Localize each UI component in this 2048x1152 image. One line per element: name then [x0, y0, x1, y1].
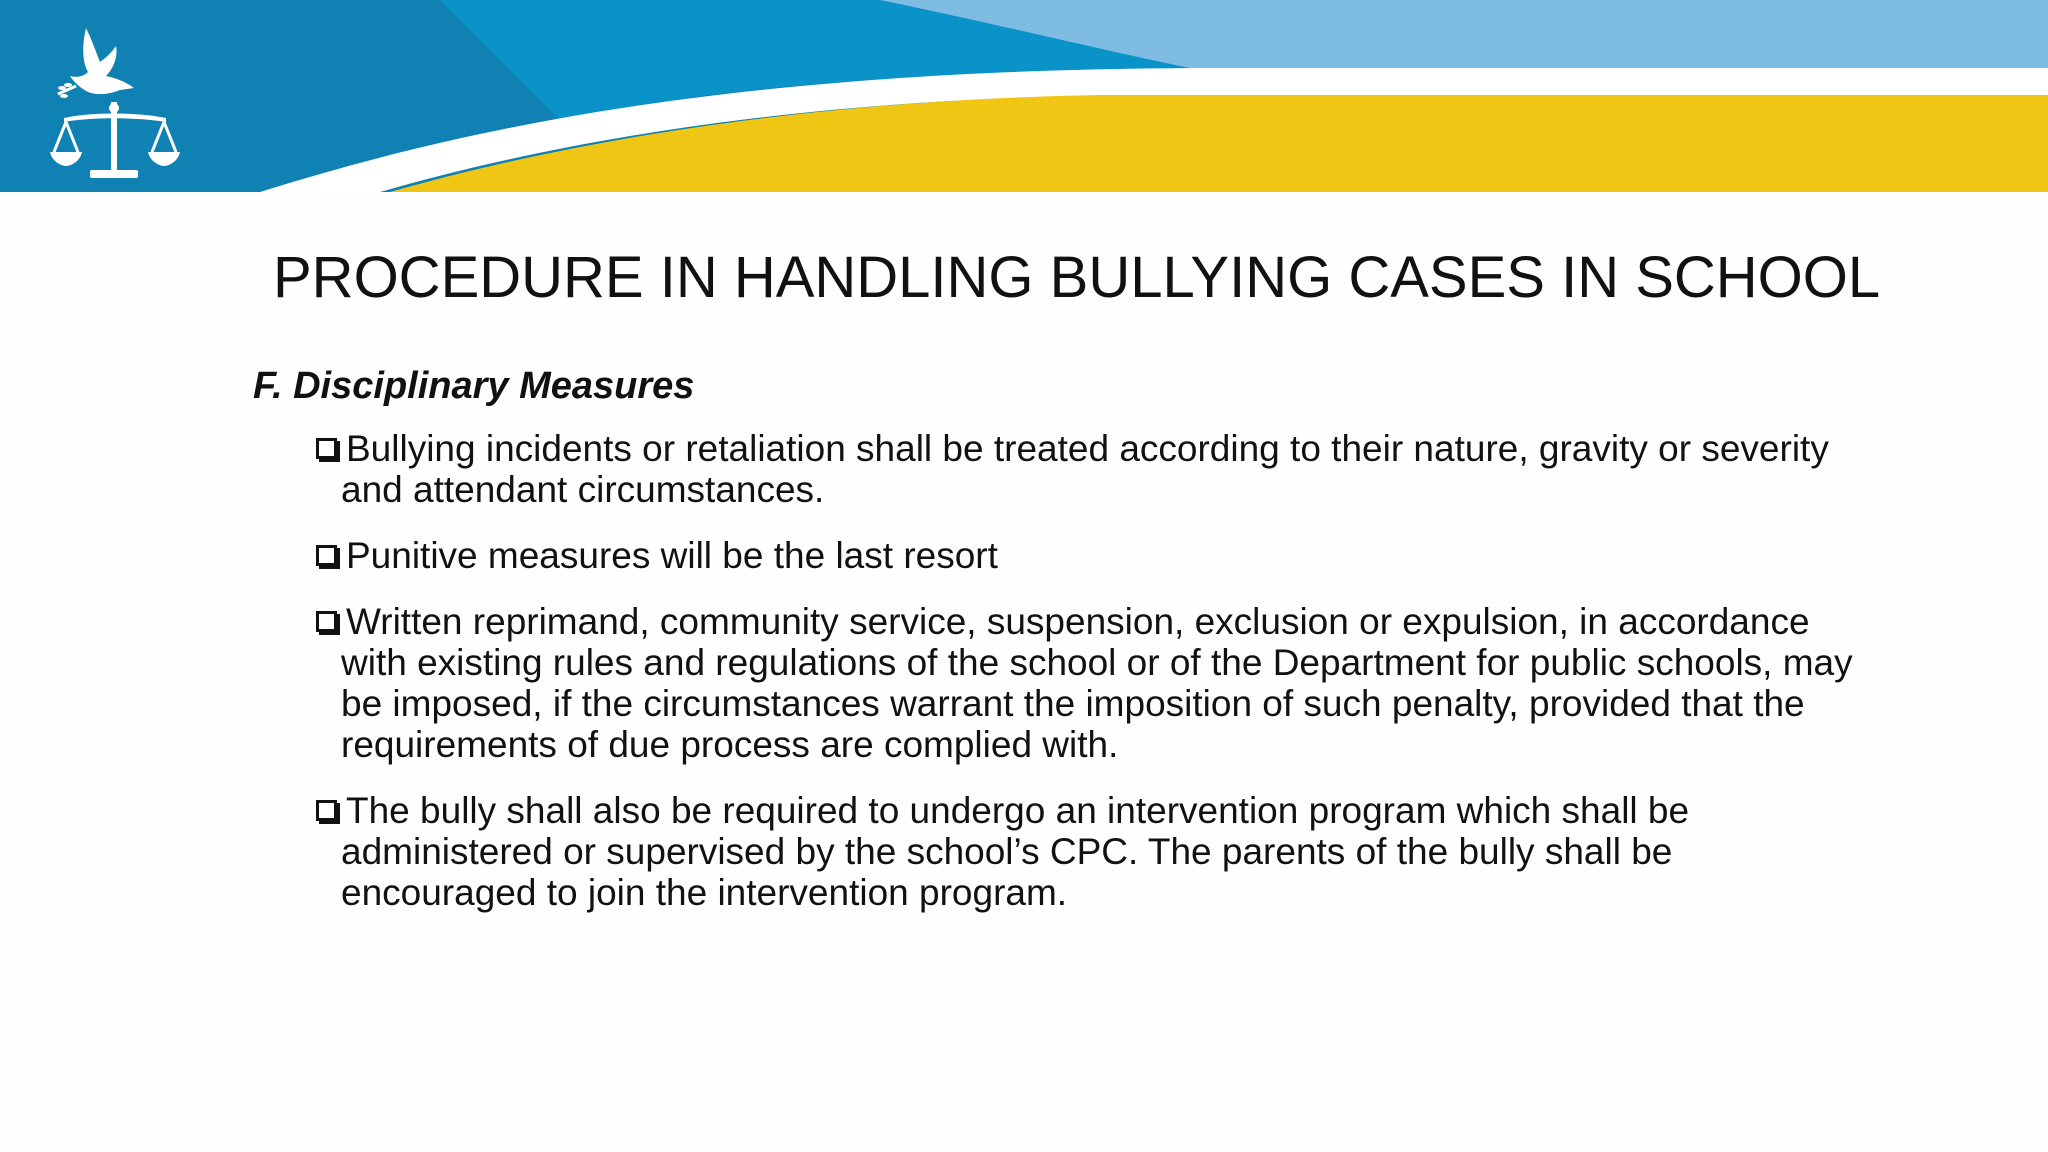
list-item [313, 535, 1853, 576]
header-banner [0, 0, 2048, 200]
bullet-text: Bullying incidents or retaliation shall be treated according to their nature, gravity or severity and attendant circumstances. [341, 428, 1829, 510]
checkbox-bullet-icon [316, 800, 337, 821]
bullet-text: Written reprimand, community service, suspension, exclusion or expulsion, in accordance with existing rules and regulations of the school or of the Department for public schools, may be imposed, if the circumstances warrant the imposition of such penalty, provided that the requirements of due process are complied with. [341, 601, 1853, 765]
bullet-text: Punitive measures will be the last resort [346, 535, 998, 576]
slide-title: PROCEDURE IN HANDLING BULLYING CASES IN SCHOOL [273, 245, 1881, 310]
dove-and-scales-icon [50, 22, 180, 182]
bullet-text: The bully shall also be required to undergo an intervention program which shall be administered or supervised by the school’s CPC. The parents of the bully shall be encouraged to join the intervention program. [341, 790, 1690, 913]
list-item [313, 790, 1853, 913]
checkbox-bullet-icon [316, 545, 337, 566]
bullet-list [313, 428, 1853, 938]
section-heading: F. Disciplinary Measures [253, 365, 695, 407]
list-item [313, 428, 1853, 510]
list-item [313, 601, 1853, 765]
checkbox-bullet-icon [316, 611, 337, 632]
checkbox-bullet-icon [316, 438, 337, 459]
